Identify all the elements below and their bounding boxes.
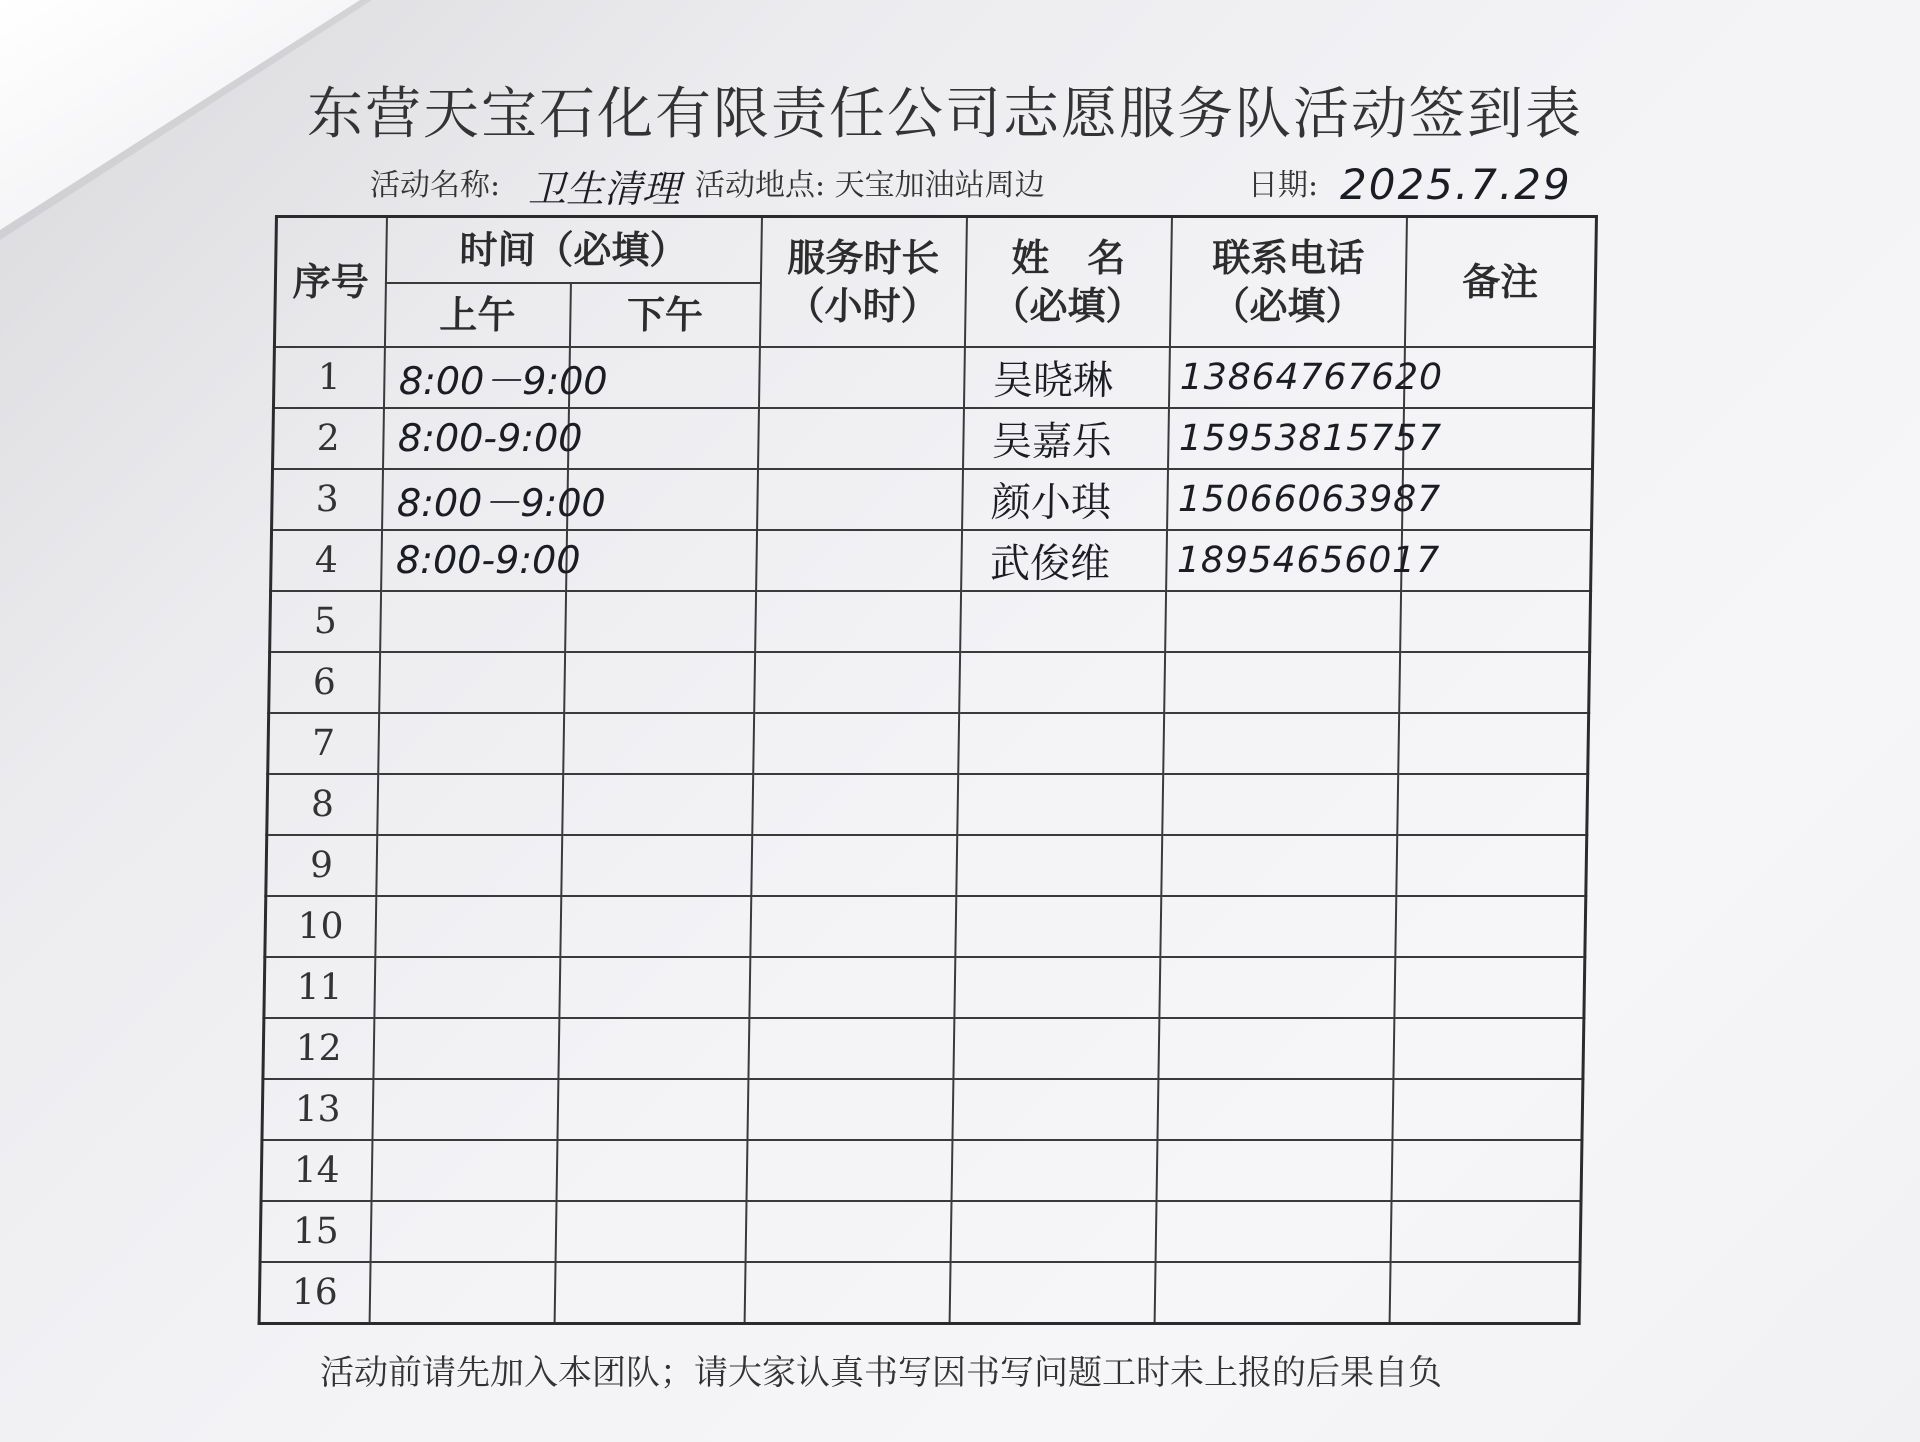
- row-remarks: [1392, 1079, 1583, 1140]
- table-row: [260, 1201, 1581, 1262]
- row-duration: [748, 1018, 954, 1079]
- header-phone-line2: （必填）: [1211, 282, 1364, 328]
- sheet-title: 东营天宝石化有限责任公司志愿服务队活动签到表: [307, 82, 1583, 147]
- row-duration: [746, 1140, 952, 1201]
- row-remarks: [1397, 774, 1588, 835]
- table-row: [269, 652, 1590, 713]
- table-row: [273, 347, 1594, 408]
- row-phone: [1155, 1201, 1391, 1262]
- row-duration: [758, 347, 964, 408]
- row-afternoon-time: [557, 1079, 748, 1140]
- row-afternoon-time: [554, 1262, 745, 1323]
- row-afternoon-time: [566, 530, 757, 591]
- header-duration-line1: 服务时长: [786, 235, 940, 281]
- table-row: [272, 469, 1593, 530]
- row-name: [953, 1018, 1159, 1079]
- row-index: 10: [265, 896, 376, 957]
- row-morning-time: 8:00-9:00: [383, 408, 569, 469]
- row-remarks: [1400, 591, 1591, 652]
- row-name: [951, 1140, 1157, 1201]
- header-time: 时间（必填）: [385, 217, 761, 283]
- date-label: 日期:: [1248, 168, 1319, 203]
- row-morning-time: [375, 896, 561, 957]
- signin-table: [258, 215, 1598, 1325]
- table-row: [265, 896, 1586, 957]
- row-morning-time: 8:00－9:00: [382, 469, 568, 530]
- row-afternoon-time: [556, 1140, 747, 1201]
- row-index: 11: [264, 957, 375, 1018]
- row-remarks: [1393, 1018, 1584, 1079]
- row-index: 8: [267, 774, 378, 835]
- table-row: [263, 1018, 1584, 1079]
- row-phone: [1164, 652, 1400, 713]
- row-morning-time: [371, 1140, 557, 1201]
- row-remarks: [1395, 896, 1586, 957]
- table-row: [266, 835, 1587, 896]
- row-morning-time: [378, 713, 564, 774]
- header-index: 序号: [274, 217, 386, 347]
- row-morning-time: [374, 957, 560, 1018]
- row-index: 15: [260, 1201, 371, 1262]
- table-row: [273, 408, 1594, 469]
- row-morning-time: 8:00-9:00: [381, 530, 567, 591]
- row-name: 吴晓琳: [963, 347, 1169, 408]
- row-index: 13: [262, 1079, 373, 1140]
- header-phone: [1169, 217, 1406, 347]
- table-row: [270, 591, 1591, 652]
- row-phone: 18954656017: [1166, 530, 1402, 591]
- table-row: [268, 713, 1589, 774]
- row-remarks: [1389, 1262, 1580, 1323]
- header-duration-line2: （小时）: [786, 282, 939, 328]
- table-body: [259, 347, 1594, 1324]
- row-phone: 13864767620: [1168, 347, 1404, 408]
- row-afternoon-time: [561, 835, 752, 896]
- row-morning-time: [379, 652, 565, 713]
- row-name: 武俊维: [961, 530, 1167, 591]
- row-afternoon-time: [555, 1201, 746, 1262]
- row-duration: [753, 713, 959, 774]
- footer-note: 活动前请先加入本团队；请大家认真书写因书写问题工时未上报的后果自负: [320, 1353, 1442, 1393]
- row-phone: 15953815757: [1168, 408, 1404, 469]
- row-phone: [1160, 896, 1396, 957]
- date-value: 2025.7.29: [1340, 160, 1572, 209]
- row-name: [957, 774, 1163, 835]
- row-name: [956, 835, 1162, 896]
- row-afternoon-time: [562, 774, 753, 835]
- row-name: 颜小琪: [962, 469, 1168, 530]
- row-phone: [1156, 1140, 1392, 1201]
- row-name: [960, 591, 1166, 652]
- activity-name-label: 活动名称:: [370, 168, 501, 203]
- row-morning-time: [369, 1262, 555, 1323]
- header-name: [964, 217, 1171, 347]
- row-name: [955, 896, 1161, 957]
- row-morning-time: [373, 1018, 559, 1079]
- row-duration: [749, 957, 955, 1018]
- table-row: [259, 1262, 1580, 1323]
- row-phone: [1158, 1018, 1394, 1079]
- row-remarks: [1398, 713, 1589, 774]
- row-name: [950, 1201, 1156, 1262]
- row-name: [959, 652, 1165, 713]
- row-remarks: [1391, 1140, 1582, 1201]
- row-index: 3: [272, 469, 383, 530]
- row-index: 12: [263, 1018, 374, 1079]
- header-afternoon: 下午: [569, 283, 760, 347]
- row-index: 16: [259, 1262, 370, 1323]
- header-name-line1: 姓 名: [1010, 235, 1126, 281]
- row-morning-time: [376, 835, 562, 896]
- row-afternoon-time: [563, 713, 754, 774]
- row-afternoon-time: [564, 652, 755, 713]
- row-duration: [750, 896, 956, 957]
- row-morning-time: 8:00－9:00: [383, 347, 569, 408]
- row-remarks: [1396, 835, 1587, 896]
- row-remarks: [1399, 652, 1590, 713]
- row-duration: [745, 1201, 951, 1262]
- row-afternoon-time: [558, 1018, 749, 1079]
- row-index: 5: [270, 591, 381, 652]
- row-phone: [1161, 835, 1397, 896]
- row-index: 2: [273, 408, 384, 469]
- table-row: [267, 774, 1588, 835]
- header-duration: [759, 217, 966, 347]
- row-duration: [758, 408, 964, 469]
- row-index: 1: [273, 347, 384, 408]
- row-duration: [755, 591, 961, 652]
- row-remarks: [1394, 957, 1585, 1018]
- row-afternoon-time: [560, 896, 751, 957]
- row-name: [958, 713, 1164, 774]
- table-row: [262, 1079, 1583, 1140]
- header-remarks: 备注: [1404, 217, 1596, 347]
- row-afternoon-time: [565, 591, 756, 652]
- row-morning-time: [370, 1201, 556, 1262]
- row-index: 9: [266, 835, 377, 896]
- header-name-line2: （必填）: [991, 282, 1144, 328]
- row-name: 吴嘉乐: [963, 408, 1169, 469]
- table-row: [261, 1140, 1582, 1201]
- row-duration: [757, 469, 963, 530]
- row-phone: [1163, 713, 1399, 774]
- header-phone-line1: 联系电话: [1211, 235, 1365, 281]
- activity-name-value: 卫生清理: [528, 167, 681, 211]
- row-phone: [1165, 591, 1401, 652]
- row-afternoon-time: [568, 408, 759, 469]
- row-index: 14: [261, 1140, 372, 1201]
- row-morning-time: [377, 774, 563, 835]
- row-duration: [744, 1262, 950, 1323]
- row-phone: [1162, 774, 1398, 835]
- row-phone: 15066063987: [1167, 469, 1403, 530]
- row-index: 6: [269, 652, 380, 713]
- row-duration: [747, 1079, 953, 1140]
- row-remarks: [1390, 1201, 1581, 1262]
- row-morning-time: [380, 591, 566, 652]
- row-duration: [752, 774, 958, 835]
- table-row: [271, 530, 1592, 591]
- row-name: [952, 1079, 1158, 1140]
- table-row: [264, 957, 1585, 1018]
- row-morning-time: [372, 1079, 558, 1140]
- row-afternoon-time: [559, 957, 750, 1018]
- activity-place: 活动地点: 天宝加油站周边: [695, 168, 1045, 203]
- row-name: [949, 1262, 1155, 1323]
- header-morning: 上午: [384, 283, 570, 347]
- row-name: [954, 957, 1160, 1018]
- row-duration: [756, 530, 962, 591]
- row-index: 7: [268, 713, 379, 774]
- row-phone: [1157, 1079, 1393, 1140]
- row-index: 4: [271, 530, 382, 591]
- row-duration: [751, 835, 957, 896]
- row-phone: [1159, 957, 1395, 1018]
- row-duration: [754, 652, 960, 713]
- row-phone: [1154, 1262, 1390, 1323]
